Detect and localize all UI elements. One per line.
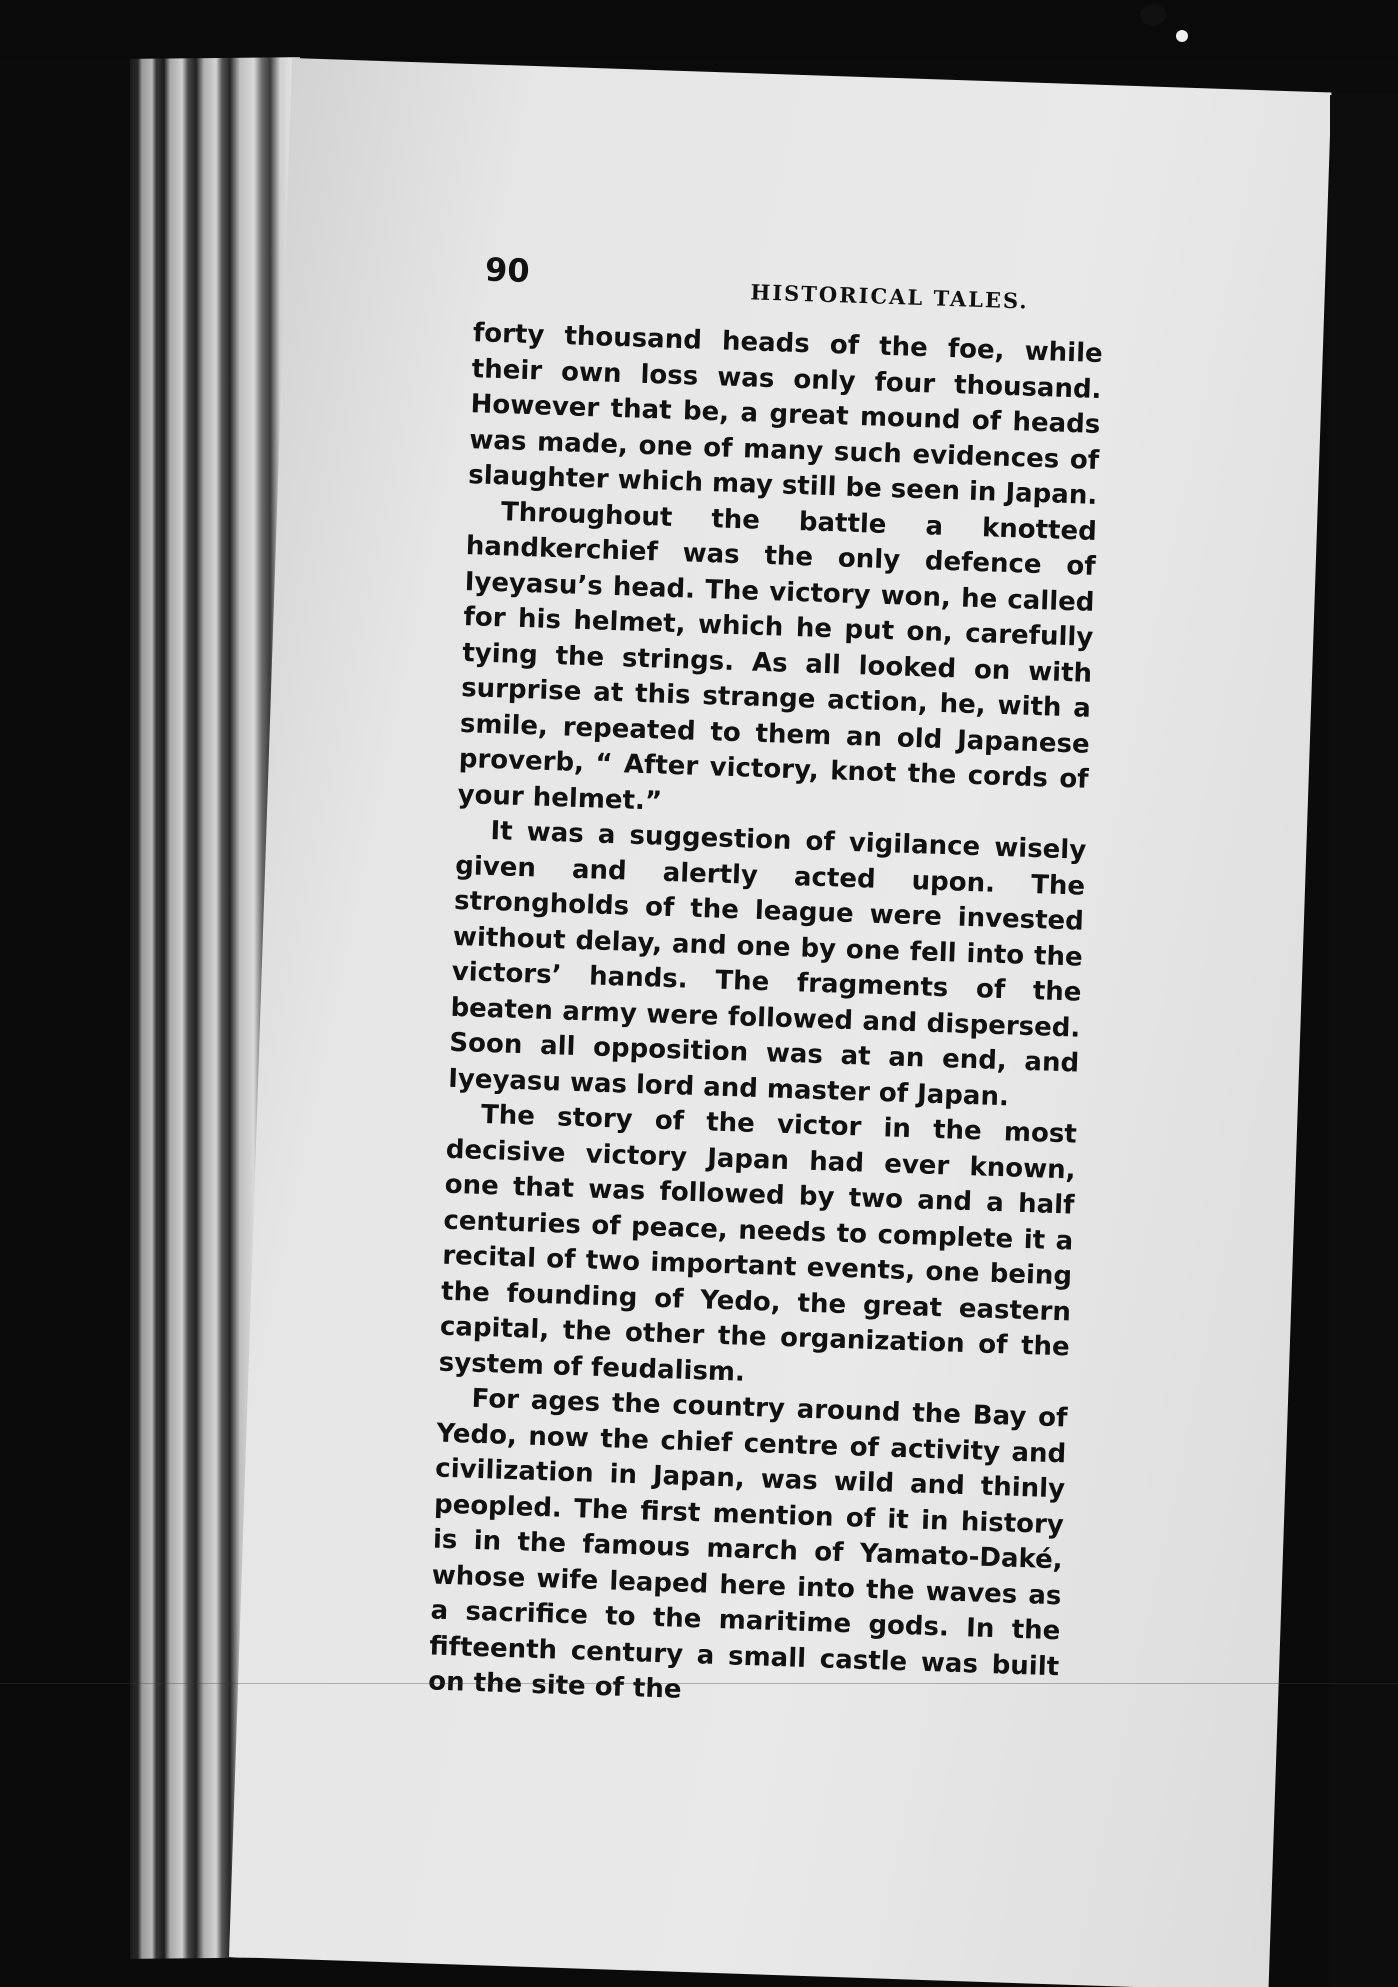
scan-line <box>0 1683 1398 1684</box>
ink-speck <box>1140 4 1166 26</box>
running-head: HISTORICAL TALES. <box>750 279 1030 314</box>
paragraph-5: For ages the country around the Bay of Yedo, now the chief centre of activity and civilization in Japan, was wild and thinly peopled. The first mention of it in history is in the famous march of Yamato-Daké, whose wife leaped here into the waves as a sacrifice to the maritime gods. In the fifteenth century a small castle was built on the site of the <box>427 1383 1068 1705</box>
page-number: 90 <box>484 250 531 290</box>
book-page <box>229 58 1331 1987</box>
dark-surround-right <box>1330 95 1398 1987</box>
body-text <box>428 316 1104 1721</box>
ink-speck <box>1176 30 1188 42</box>
paragraph-2: Throughout the battle a knotted handkerchief was the only defence of Iyeyasu’s head. The victory won, he called for his helmet, which he put on, carefully tying the strings. As all looked on with surprise at this strange action, he, with a smile, repeated to them an old Japanese proverb, “ After victory, knot the cords of your helmet.” <box>457 496 1098 817</box>
paragraph-1: forty thousand heads of the foe, while their own loss was only four thousand. However that be, a great mound of heads was made, one of many such evidences of slaughter which may still be seen in Japan. <box>467 318 1104 511</box>
dark-surround-top <box>0 0 1398 60</box>
paragraph-3: It was a suggestion of vigilance wisely given and alertly acted upon. The strongholds of the league were invested without delay, and one by one fell into the victors’ hands. The fragments of the beaten army were followed and dispersed. Soon all opposition was at an end, and Iyeyasu was lord and master of Japan. <box>447 816 1087 1112</box>
paragraph-4: The story of the victor in the most decisive victory Japan had ever known, one that was followed by two and a half centuries of peace, needs to complete it a recital of two important events, one being the founding of Yedo, the great eastern capital, the other the organization of the system of feudalism. <box>438 1099 1078 1388</box>
